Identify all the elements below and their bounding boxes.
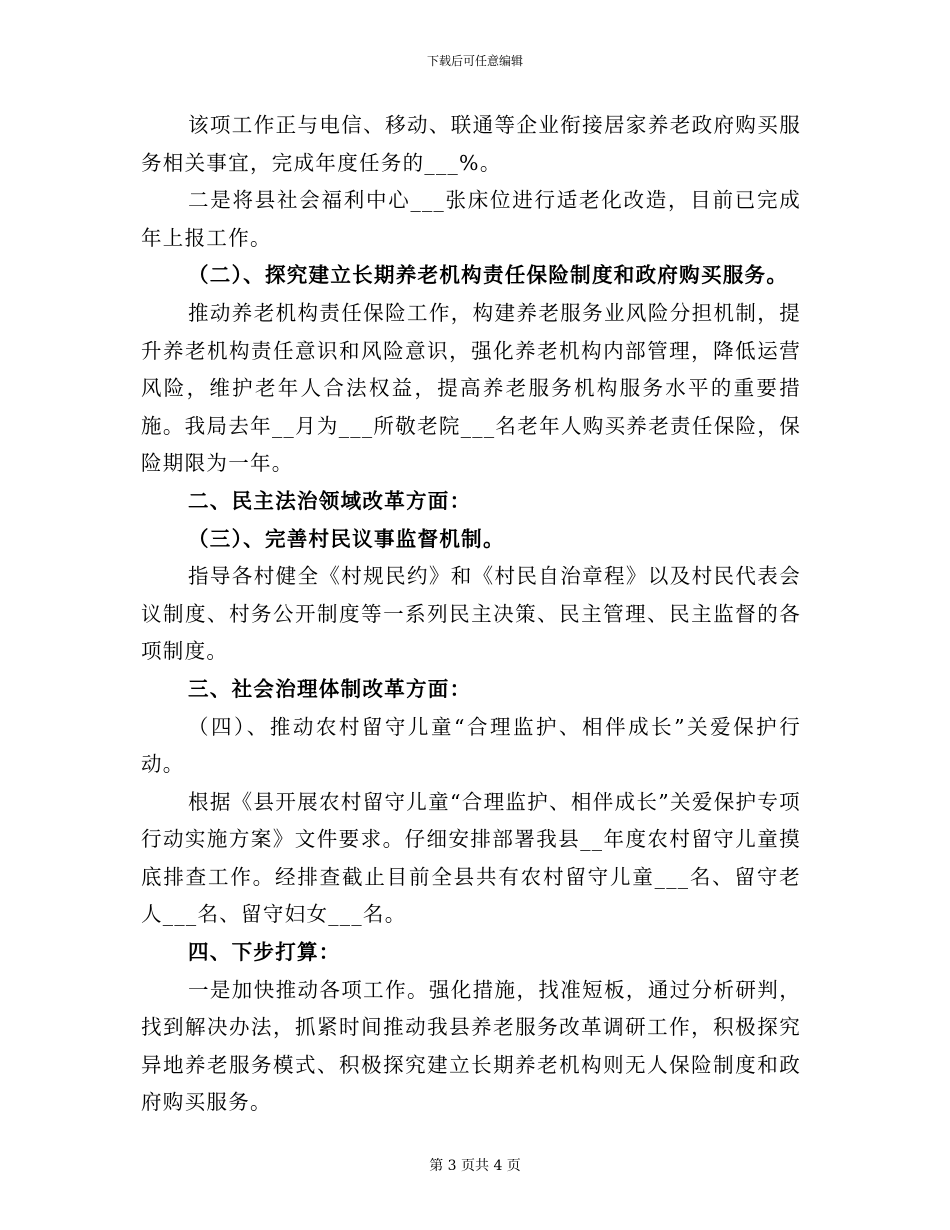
paragraph: 二是将县社会福利中心___张床位进行适老化改造，目前已完成年上报工作。 [141, 188, 801, 250]
section-heading: 三、社会治理体制改革方面： [188, 676, 472, 701]
section-heading: （三）、完善村民议事监督机制。 [188, 526, 505, 551]
paragraph: 该项工作正与电信、移动、联通等企业衔接居家养老政府购买服务相关事宜，完成年度任务的___%。 [141, 113, 801, 175]
document-body [141, 107, 801, 1122]
paragraph: 推动养老机构责任保险工作，构建养老服务业风险分担机制，提升养老机构责任意识和风险意识，强化养老机构内部管理，降低运营风险，维护老年人合法权益，提高养老服务机构服务水平的重要措施。我局去年__月为___所敬老院___名老年人购买养老责任保险，保险期限为一年。 [141, 300, 801, 476]
paragraph: 一是加快推动各项工作。强化措施，找准短板，通过分析研判，找到解决办法，抓紧时间推动我县养老服务改革调研工作，积极探究异地养老服务模式、积极探究建立长期养老机构则无人保险制度和政府购买服务。 [141, 977, 801, 1115]
section-heading: 二、民主法治领域改革方面： [188, 488, 472, 513]
paragraph: 根据《县开展农村留守儿童“合理监护、相伴成长”关爱保护专项行动实施方案》文件要求。仔细安排部署我县__年度农村留守儿童摸底排查工作。经排查截止目前全县共有农村留守儿童___名、留守老人___名、留守妇女___名。 [141, 789, 801, 927]
section-heading: 四、下步打算： [188, 940, 341, 965]
page-header: 下载后可任意编辑 [426, 54, 523, 68]
paragraph: （四）、推动农村留守儿童“合理监护、相伴成长”关爱保护行动。 [141, 714, 801, 777]
paragraph: 指导各村健全《村规民约》和《村民自治章程》以及村民代表会议制度、村务公开制度等一系列民主决策、民主管理、民主监督的各项制度。 [141, 564, 801, 664]
page-footer: 第 3 页共 4 页 [429, 1158, 521, 1174]
section-heading: （二）、探究建立长期养老机构责任保险制度和政府购买服务。 [188, 263, 789, 288]
